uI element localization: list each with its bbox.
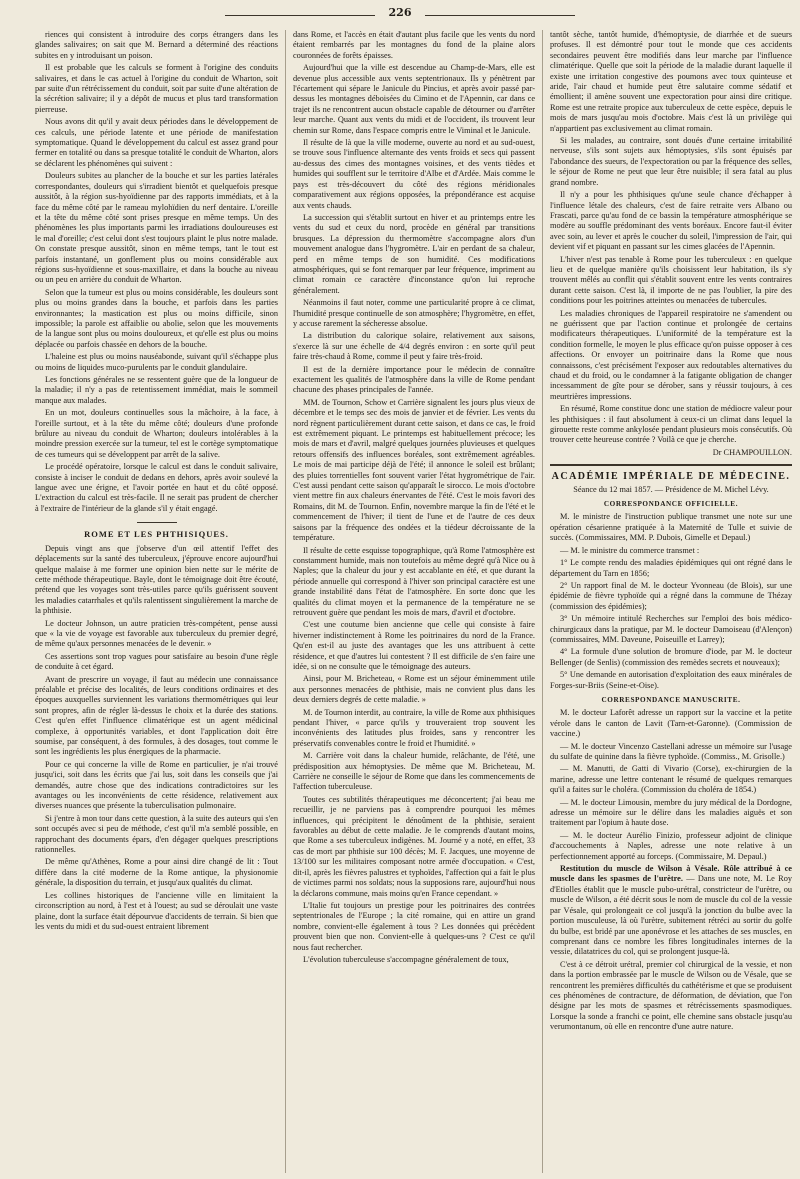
- manuscript-correspondence-title: CORRESPONDANCE MANUSCRITE.: [601, 695, 741, 704]
- paragraph: Le procédé opératoire, lorsque le calcul est dans le conduit salivaire, consiste à inciser le conduit de dedans en dehors, après avoir soulevé la langue avec une érigne, et l'avoir portée en haut et du côté opposé. L'extraction du calcul est très-facile. Il ne serait pas prudent de chercher à l'extraire de l'intérieur de la glande s'il y était engagé.: [35, 462, 278, 513]
- paragraph: Il résulte de cette esquisse topographique, qu'à Rome l'atmosphère est constamment humide, mais non toutefois au même degré qu'à Nice ou à Naples; que la chaleur du jour y est accablante en été, et que durant la période annuelle qui correspond à l'hiver son principal caractère est une grande instabilité dans l'état de l'atmosphère. En sorte donc que les qualités du climat moyen et la permanence de la température ne se retrouvent guère que pendant les mois de mars, d'avril et d'octobre.: [293, 545, 535, 617]
- paragraph: 3° Un mémoire intitulé Recherches sur l'emploi des bois médico-chirurgicaux dans la pratique, par M. le docteur Damoiseau (d'Alençon) (commissaires, MM. Daveune, Poiseuille et Larrey);: [550, 614, 792, 644]
- header-rule-right: [425, 15, 575, 16]
- paragraph: C'est à ce détroit urétral, premier col chirurgical de la vessie, et non dans la portion embrassée par le muscle de Wilson ou de Vésale, que se rencontrent les premières difficultés du cathétérisme et que se produisent ces phénomènes de contracture, de déformation, de déviation, que l'on désigne par les mots de spasmes et rétrécissements spasmodiques. Lorsque la sonde a franchi ce point, elle chemine sans obstacle jusqu'au verumontanum, où elle en rencontre d'une autre nature.: [550, 959, 792, 1032]
- paragraph: L'évolution tuberculeuse s'accompagne généralement de toux,: [303, 954, 509, 964]
- paragraph: La distribution du calorique solaire, relativement aux saisons, s'exerce là sur une échelle de 4/4 degrés environ : en sorte qu'il peut faire très-chaud à Rome, comme il peut y faire très-froid.: [293, 331, 535, 362]
- paragraph: Les fonctions générales ne se ressentent guère que de la longueur de la maladie; il n'y a pas de retentissement immédiat, mais le sommeil manque aux malades.: [35, 375, 278, 405]
- paragraph: M. de Tournon interdit, au contraire, la ville de Rome aux phthisiques pendant l'hiver, « parce qu'ils y trouveraient trop souvent les inconvénients des latitudes plus froides, sans y rencontrer les préservatifs convenables contre le froid et l'humidité. »: [293, 707, 535, 748]
- separator-wide: [550, 464, 792, 466]
- header-rule-left: [225, 15, 375, 16]
- paragraph: dans Rome, et l'accès en était d'autant plus facile que les vents du nord étaient rembarrés par les montagnes du fond de la plaine alors couronnées de forêts épaisses.: [293, 30, 535, 60]
- paragraph: En résumé, Rome constitue donc une station de médiocre valeur pour les phthisiques : il faut absolument à ceux-ci un climat dans lequel la girouette reste comme ankylosée pendant plusieurs mois consécutifs. Où trouver cette heureuse contrée ? Voilà ce que je cherche.: [550, 404, 792, 445]
- paragraph: C'est une coutume bien ancienne que celle qui consiste à faire hiverner indistinctement à Rome les poitrinaires du nord de la France. Qu'en est-il au juste des avantages que les uns attribuent à cette résidence, et que d'autres lui contestent ? Il est difficile de s'en faire une idée, si on ne consulte que le témoignage des auteurs.: [293, 620, 535, 671]
- paragraph: Le docteur Johnson, un autre praticien très-compétent, pense aussi que « la vie de voyage est favorable aux tuberculeux du premier degré, de même qu'aux personnes menacées de le devenir. »: [35, 618, 278, 649]
- paragraph: M. Carrière voit dans la chaleur humide, relâchante, de l'été, une prédisposition aux hémoptysies. De même que M. Bricheteau, M. Carrière ne conseille le séjour de Rome que dans les commencements de l'affection tuberculeuse.: [293, 751, 535, 792]
- paragraph: 1° Le compte rendu des maladies épidémiques qui ont régné dans le département du Tarn en 1856;: [550, 558, 792, 578]
- paragraph: La succession qui s'établit surtout en hiver et au printemps entre les vents du sud et ceux du nord, procède en général par transitions brusques. La dépression du thermomètre s'accompagne alors d'un mouvement analogue dans l'hygromètre. L'air en perdant de sa chaleur, perd en même temps de son humidité. Ces modifications atmosphériques, qui se font remarquer par leur fréquence, impriment au climat romain ce caractère d'inconstance qu'on lui reproche généralement.: [293, 212, 535, 295]
- paragraph: Il est probable que les calculs se forment à l'origine des conduits salivaires, et dans le cas actuel à l'origine du conduit de Wharton, soit par suite d'un rétrécissement du conduit, soit par suite d'une altération de la sécrétion salivaire; il y a dépôt de mucus et plus tard transformation pierreuse.: [35, 63, 278, 114]
- paragraph: Il est de la dernière importance pour le médecin de connaître exactement les qualités de l'atmosphère dans la ville de Rome pendant chacune des phases principales de l'année.: [293, 364, 535, 395]
- academy-title: ACADÉMIE IMPÉRIALE DE MÉDECINE.: [551, 471, 791, 483]
- paragraph: Il n'y a pour les phthisiques qu'une seule chance d'échapper à l'influence létale des chaleurs, c'est de faire retraite vers Albano ou Frascati, parce qu'au fond de ce bassin la température atmosphérique se modère au souffle prédominant des vents boréaux. Encore faut-il éviter avec soin, au lever et après le coucher du soleil, l'impression de l'air, qui devient vif et piquant en passant sur les cimes glacées de l'Apennin.: [550, 190, 792, 252]
- paragraph: — M. le ministre du commerce transmet :: [560, 545, 700, 555]
- paragraph: Ces assertions sont trop vagues pour satisfaire au besoin d'une règle de conduite à cet égard.: [35, 651, 278, 672]
- paragraph: Si j'entre à mon tour dans cette question, à la suite des auteurs qui s'en sont occupés avec si peu de méthode, c'est qu'il m'a semblé possible, en rapprochant des documents épars, d'en dégager quelques prescriptions rationnelles.: [35, 813, 278, 855]
- paragraph: Depuis vingt ans que j'observe d'un œil attentif l'effet des déplacements sur la santé des tuberculeux, j'éprouve encore aujourd'hui quelque malaise à me former une opinion bien nette sur le mérite de cette méthode thérapeutique. Bayle, dont le témoignage doit être écouté, prétend que les voyages sont très-utiles parce qu'ils guérissent souvent les maladies catarrhales et qu'ils ralentissent singulièrement la marche de la phthisie.: [35, 543, 278, 616]
- paragraph-wilson: [550, 864, 792, 958]
- paragraph: M. le docteur Laforêt adresse un rapport sur la vaccine et la petite vérole dans le canton de Lavit (Tarn-et-Garonne). (Commission de vaccine.): [550, 708, 792, 739]
- paragraph: — M. le docteur Limousin, membre du jury médical de la Dordogne, adresse un mémoire sur le délire dans les maladies aiguës et son traitement par l'opium à haute dose.: [550, 797, 792, 828]
- column-3: [542, 30, 799, 1173]
- paragraph: Avant de prescrire un voyage, il faut au médecin une connaissance préalable et précise des localités, de leurs conditions ordinaires et des époques auxquelles surviennent les variations thermométriques qui leur sont propres, afin de régler là-dessus le choix et la durée des stations. C'est qu'en effet l'influence climatérique est un agent médicinal complexe, à opportunités variables, et dont l'application doit être soumise, par conséquent, à des formules, à des dosages, tout comme le sont les ingrédients les plus énergiques de la pharmacie.: [35, 674, 278, 757]
- paragraph: tantôt sèche, tantôt humide, d'hémoptysie, de diarrhée et de sueurs profuses. Il est démontré pour tout le monde que ces accidents secondaires peuvent être modifiés dans leur marche par l'influence climatérique. Quelle que soit la période de la maladie durant laquelle il existe une irritation congestive des poumons avec toux quinteuse et aride, l'air chaud et humide peut être salutaire comme sédatif et émollient; il amène souvent une expectoration pour ainsi dire critique. Rome est une retraite propice aux tuberculeux de cette espèce, depuis le mois de mars jusqu'au mois d'octobre. Mais c'est là un privilège qui n'appartient pas exclusivement au climat romain.: [550, 30, 792, 133]
- page-number: 226: [383, 6, 418, 19]
- paragraph: Les collines historiques de l'ancienne ville en limitaient la circonscription au nord, à l'est et à l'ouest; au sud se déroulait une vaste plaine, dont la surface était dépourvue d'accidents de terrain. Si bien que les vents du midi et du sud-ouest entraient librement: [35, 890, 278, 931]
- paragraph: Douleurs subites au plancher de la bouche et sur les parties latérales correspondantes, douleurs qui s'irradient bientôt et quelquefois presque aussitôt, à la région sus-hyoïdienne par des rapports immédiats, et à la face du même côté par le rameau mylohïdien du nerf dentaire. L'oreille et la tête du même côté sont prises presque en même temps. Un des phénomènes les plus importants parmi les irradiations douloureuses est le mal d'oreille; c'est celui dont s'est toujours plaint le plus notre malade. On constate presque aussitôt, sinon en même temps, tant le tout est parfois instantané, un gonflement plus ou moins considérable aux régions sus-hyoïdienne et sous-maxillaire, et dans la bouche au niveau ou un peu en arrière du conduit de Wharton.: [35, 171, 278, 285]
- paragraph: Aujourd'hui que la ville est descendue au Champ-de-Mars, elle est devenue plus accessible aux vents septentrionaux. Ils y pénètrent par l'écartement qui sépare le Janicule du Pincius, et après avoir passé par-dessus les montagnes déboisées du Cimino et de l'Apennin, car dans ce trajet ils ne rencontrent aucun obstacle capable de détourner ou d'arrêter leur marche. Quant aux vents du midi et de l'occident, ils trouvent leur chemin sur Rome, dans l'espace compris entre le Viminal et le Janicule.: [293, 63, 535, 135]
- paragraph: De même qu'Athènes, Rome a pour ainsi dire changé de lit : Tout diffère dans la cité moderne de la Rome antique, la physionomie générale, la disposition du terrain, et jusqu'aux qualités du climat.: [35, 857, 278, 888]
- paragraph: Si les malades, au contraire, sont doués d'une certaine irritabilité nerveuse, s'ils sont sujets aux hémoptysies, s'ils sont épuisés par l'abondance des sueurs, de l'expectoration ou par la fréquence des selles, le séjour de Rome ne peut que leur être nuisible; il sera fatal au plus grand nombre.: [550, 136, 792, 187]
- paragraph: L'hiver n'est pas tenable à Rome pour les tuberculeux : en quelque lieu et de quelque manière qu'ils choisissent leur habitation, ils s'y trouvent mêlés au conflit qui s'établit souvent entre les vents contraires durant cette saison. C'est là, il importe de ne pas l'oublier, la pire des conditions pour les poitrines atteintes ou menacées de tubercules.: [550, 254, 792, 306]
- paragraph: L'haleine est plus ou moins nauséabonde, suivant qu'il s'échappe plus ou moins de liquides muco-purulents par le conduit glandulaire.: [35, 352, 278, 372]
- author-signature: Dr CHAMPOUILLON.: [712, 447, 792, 457]
- official-correspondence-title: CORRESPONDANCE OFFICIELLE.: [603, 500, 739, 509]
- column-2: [285, 30, 542, 1173]
- section-title-rome: ROME ET LES PHTHISIQUES.: [84, 529, 229, 540]
- wilson-heading: Restitution du muscle de Wilson à Vésale. Rôle attribué à ce muscle dans les spasmes de l'urètre.: [550, 864, 792, 884]
- column-1: [28, 30, 285, 1173]
- paragraph: Néanmoins il faut noter, comme une particularité propre à ce climat, l'humidité presque continuelle de son atmosphère; l'hygromètre, en effet, y accuse rarement la sécheresse absolue.: [293, 298, 535, 328]
- wilson-text: — Dans une note, M. Le Roy d'Etiolles établit que le muscle pubo-urétral, constricteur de l'urètre, ou muscle de Wilson, a été décrit sous le nom de muscle du col de la vessie par Vésale, qui prolongeait ce col jusqu'à la jonction du bulbe avec la portion musculeuse, là où l'urètre, subitement rétréci au sortir du golfe du bulbe, est bridé par une aponévrose et les attaches de ses muscles, en comprenant dans ce nombre les fibres longitudinales internes de la vessie, dilatatrices du col, qui se prolongent jusque-là.: [550, 874, 792, 957]
- paragraph: En un mot, douleurs continuelles sous la mâchoire, à la face, à l'oreille surtout, et à la tête du même côté; douleurs d'une profonde brûlure au niveau du conduit de Wharton; douleurs intolérables à la moindre pression exercée sur la tumeur, tel est le cortège symptomatique de ces tumeurs qui se développent par arrêt de la salive.: [35, 408, 278, 459]
- paragraph: Les maladies chroniques de l'appareil respiratoire ne s'amendent ou ne guérissent que par l'action continue et prolongée de certains modificateurs thérapeutiques. L'uniformité de la température est la condition formelle, le moyen le plus efficace qu'on puisse opposer à ces affections. Or envoyer un poitrinaire dans la Rome que nous connaissons, c'est précisément l'exposer aux redoutables alternatives du chaud et du froid, ou le condamner à la fatigante obligation de changer incessamment de gîte pour se dérober, sans y réussir toujours, à ces meurtrières impressions.: [550, 308, 792, 401]
- paragraph: 4° La formule d'une solution de bromure d'iode, par M. le docteur Bellenger (de Senlis) (commission des remèdes secrets et nouveaux);: [550, 647, 792, 667]
- paragraph: Ainsi, pour M. Bricheteau, « Rome est un séjour éminemment utile aux personnes menacées de phthisie, mais ne convient plus dans les deux derniers degrés de cette maladie. »: [293, 674, 535, 705]
- seance-line: Séance du 12 mai 1857. — Présidence de M. Michel Lévy.: [573, 484, 769, 494]
- paragraph: M. le ministre de l'instruction publique transmet une note sur une opération césarienne pratiquée à la Maternité de Tulle et suivie de succès. (Commissaires, MM. P. Dubois, Gimelle et Depaul.): [550, 512, 792, 543]
- paragraph: Il résulte de là que la ville moderne, ouverte au nord et au sud-ouest, se trouve sous l'influence alternante des vents froids et secs qui passent au-dessus des cimes des montagnes voisines, et des vents tièdes et humides qui soufflent sur le territoire d'Albe et d'Ardée. Mais comme le pays est très-découvert du côté des régions méridionales comparativement aux régions opposées, la prépondérance est acquise aux vents chauds.: [293, 138, 535, 210]
- paragraph: Selon que la tumeur est plus ou moins considérable, les douleurs sont plus ou moins grandes dans la bouche, et parfois dans les parties environnantes; la mastication est plus ou moins difficile, sinon impossible; la parole est affaiblie ou abolie, selon que les mouvements de la langue sont plus ou moins douloureux, et qu'elle est plus ou moins déplacée ou parfois chassée en dehors de la bouche.: [35, 287, 278, 349]
- paragraph: — M. Manutti, de Gatti di Vivario (Corse), ex-chirurgien de la marine, adresse une lettre contenant le résumé de quelques remarques qu'il a faites sur le choléra. (Commission du choléra de 1854.): [550, 764, 792, 795]
- paragraph: riences qui consistent à introduire des corps étrangers dans les glandes salivaires; on sait que M. Bernard a déterminé des réactions subites en y introduisant un poison.: [35, 30, 278, 60]
- columns: [28, 30, 800, 1173]
- paragraph: Toutes ces subtilités thérapeutiques me déconcertent; j'ai beau me recueillir, je ne parviens pas à comprendre pourquoi les mêmes influences, qui précipitent le dénoûment de la phthisie, seraient favorables au début de cette maladie. Je le comprends d'autant moins, que Rome a ses tuberculeux indigènes. M. Journé y a noté, en effet, 33 cas de mort par phthisie sur 100 décès; M. F. Jacques, une moyenne de 13/100 sur les militaires composant notre armée d'occupation. « C'est, dit-il, après les fièvres palustres et typhoïdes, l'affection qui a fait le plus de victimes parmi nos soldats; nous la supposions rare, aujourd'hui nous la déclarons commune, mais moins qu'en France cependant. »: [293, 794, 535, 898]
- page-header: [0, 6, 800, 24]
- paragraph: MM. de Tournon, Schow et Carrière signalent les jours plus vieux de décembre et le temps sec des mois de janvier et de février. Les vents du nord règnent particulièrement durant cette saison, et dans ce cas, le froid est extrêmement piquant. Le printemps est habituellement précoce; les mois de mars et d'avril, malgré quelques journées pluvieuses et quelques retours offensifs des influences boréales, sont extrêmement agréables. Le mois de mai participe déjà de l'été; il annonce le soleil est brûlant; des pluies torrentielles font souvent varier l'état hygrométrique de l'air. C'est aussi pendant cette saison qu'apparaît le sirocco. Le mois d'octobre vient mettre fin aux chaleurs énervantes de l'été. C'est le mois favori des Romains, dit M. de Tournon. Enfin, novembre marque la fin de l'été et le commencement de l'hiver; il tient de l'une et de l'autre de ces deux saisons par la fréquence des ondées et la tiédeur décroissante de la température.: [293, 397, 535, 543]
- paragraph: Nous avons dit qu'il y avait deux périodes dans le développement de ces calculs, une période latente et une période de manifestation symptomatique. Quand le développement du calcul est assez grand pour fermer en totalité ou dans sa presque totalité le conduit de Wharton, alors se déclarent les phénomènes qui suivent :: [35, 117, 278, 168]
- paragraph: 5° Une demande en autorisation d'exploitation des eaux minérales de Forges-sur-Briis (Seine-et-Oise).: [550, 670, 792, 690]
- paragraph: — M. le docteur Vincenzo Castellani adresse un mémoire sur l'usage du sulfate de quinine dans la fièvre typhoïde. (Commiss., M. Grisolle.): [550, 741, 792, 761]
- paragraph: L'Italie fut toujours un prestige pour les poitrinaires des contrées septentrionales de l'Europe ; la cité romaine, qui en attire un grand nombre, convient-elle également à tous ? Les données qui précèdent prouvent bien que non. Convient-elle à quelques-uns ? C'est ce qu'il nous faut rechercher.: [293, 900, 535, 952]
- paragraph: — M. le docteur Aurélio Finizio, professeur adjoint de clinique d'accouchements à Naples, adresse une note relative à un perfectionnement apporté au forceps. (Commissaire, M. Depaul.): [550, 830, 792, 861]
- paragraph: 2° Un rapport final de M. le docteur Yvonneau (de Blois), sur une épidémie de fièvre typhoïde qui a régné dans la commune de Thézay (commission des épidémies);: [550, 580, 792, 611]
- separator: [137, 522, 177, 523]
- paragraph: Pour ce qui concerne la ville de Rome en particulier, je n'ai trouvé jusqu'ici, soit dans les écrits que j'ai lus, soit dans les conseils que j'ai demandés, autre chose que des indications contradictoires sur les avantages ou les inconvénients de cette résidence, relativement aux diverses nuances que présente la tuberculisation pulmonaire.: [35, 759, 278, 811]
